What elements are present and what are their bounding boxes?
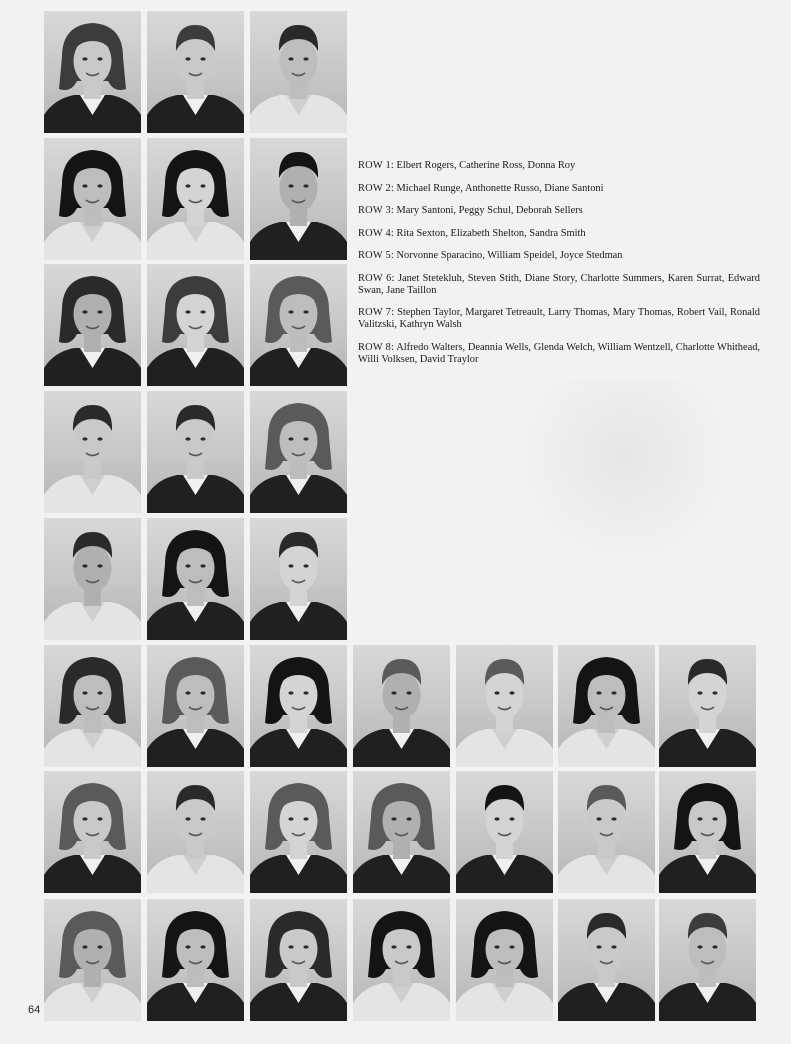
student-portrait [250, 11, 347, 133]
student-portrait [44, 391, 141, 513]
student-portrait [558, 645, 655, 767]
student-portrait [456, 645, 553, 767]
student-portrait [147, 391, 244, 513]
student-portrait [456, 771, 553, 893]
student-portrait [250, 391, 347, 513]
student-portrait [147, 645, 244, 767]
faded-background-mark [520, 380, 730, 570]
student-portrait [250, 899, 347, 1021]
student-portrait [44, 899, 141, 1021]
student-portrait [147, 264, 244, 386]
student-portrait [353, 645, 450, 767]
student-portrait [250, 518, 347, 640]
student-portrait [250, 264, 347, 386]
caption-row-4: ROW 4: Rita Sexton, Elizabeth Shelton, Sandra Smith [358, 227, 586, 239]
caption-block [358, 160, 760, 376]
caption-row-1: ROW 1: Elbert Rogers, Catherine Ross, Donna Roy [358, 160, 576, 171]
caption-row-3: ROW 3: Mary Santoni, Peggy Schul, Deborah Sellers [358, 205, 583, 216]
student-portrait [659, 899, 756, 1021]
student-portrait [353, 899, 450, 1021]
caption-row-7: ROW 7: Stephen Taylor, Margaret Tetreault, Larry Thomas, Mary Thomas, Robert Vail, Ronald Valitzski, Kathryn Walsh [358, 307, 761, 330]
student-portrait [147, 518, 244, 640]
student-portrait [250, 771, 347, 893]
student-portrait [353, 771, 450, 893]
student-portrait [659, 771, 756, 893]
student-portrait [44, 518, 141, 640]
student-portrait [147, 899, 244, 1021]
caption-row-2: ROW 2: Michael Runge, Anthonette Russo, Diane Santoni [358, 182, 604, 194]
page-number: 64 [28, 1004, 41, 1016]
student-portrait [250, 645, 347, 767]
student-portrait [147, 771, 244, 893]
caption-row-5: ROW 5: Norvonne Sparacino, William Speidel, Joyce Stedman [358, 250, 623, 261]
student-portrait [147, 138, 244, 260]
caption-row-6: ROW 6: Janet Stetekluh, Steven Stith, Diane Story, Charlotte Summers, Karen Surrat, Edward Swan, Jane Taillon [358, 272, 761, 296]
student-portrait [44, 11, 141, 133]
student-portrait [250, 138, 347, 260]
student-portrait [659, 645, 756, 767]
student-portrait [147, 11, 244, 133]
student-portrait [558, 899, 655, 1021]
student-portrait [44, 771, 141, 893]
caption-row-8: ROW 8: Alfredo Walters, Deannia Wells, Glenda Welch, William Wentzell, Charlotte Whithead, Willi Volksen, David Traylor [358, 341, 760, 365]
student-portrait [44, 645, 141, 767]
student-portrait [456, 899, 553, 1021]
student-portrait [44, 138, 141, 260]
student-portrait [44, 264, 141, 386]
student-portrait [558, 771, 655, 893]
